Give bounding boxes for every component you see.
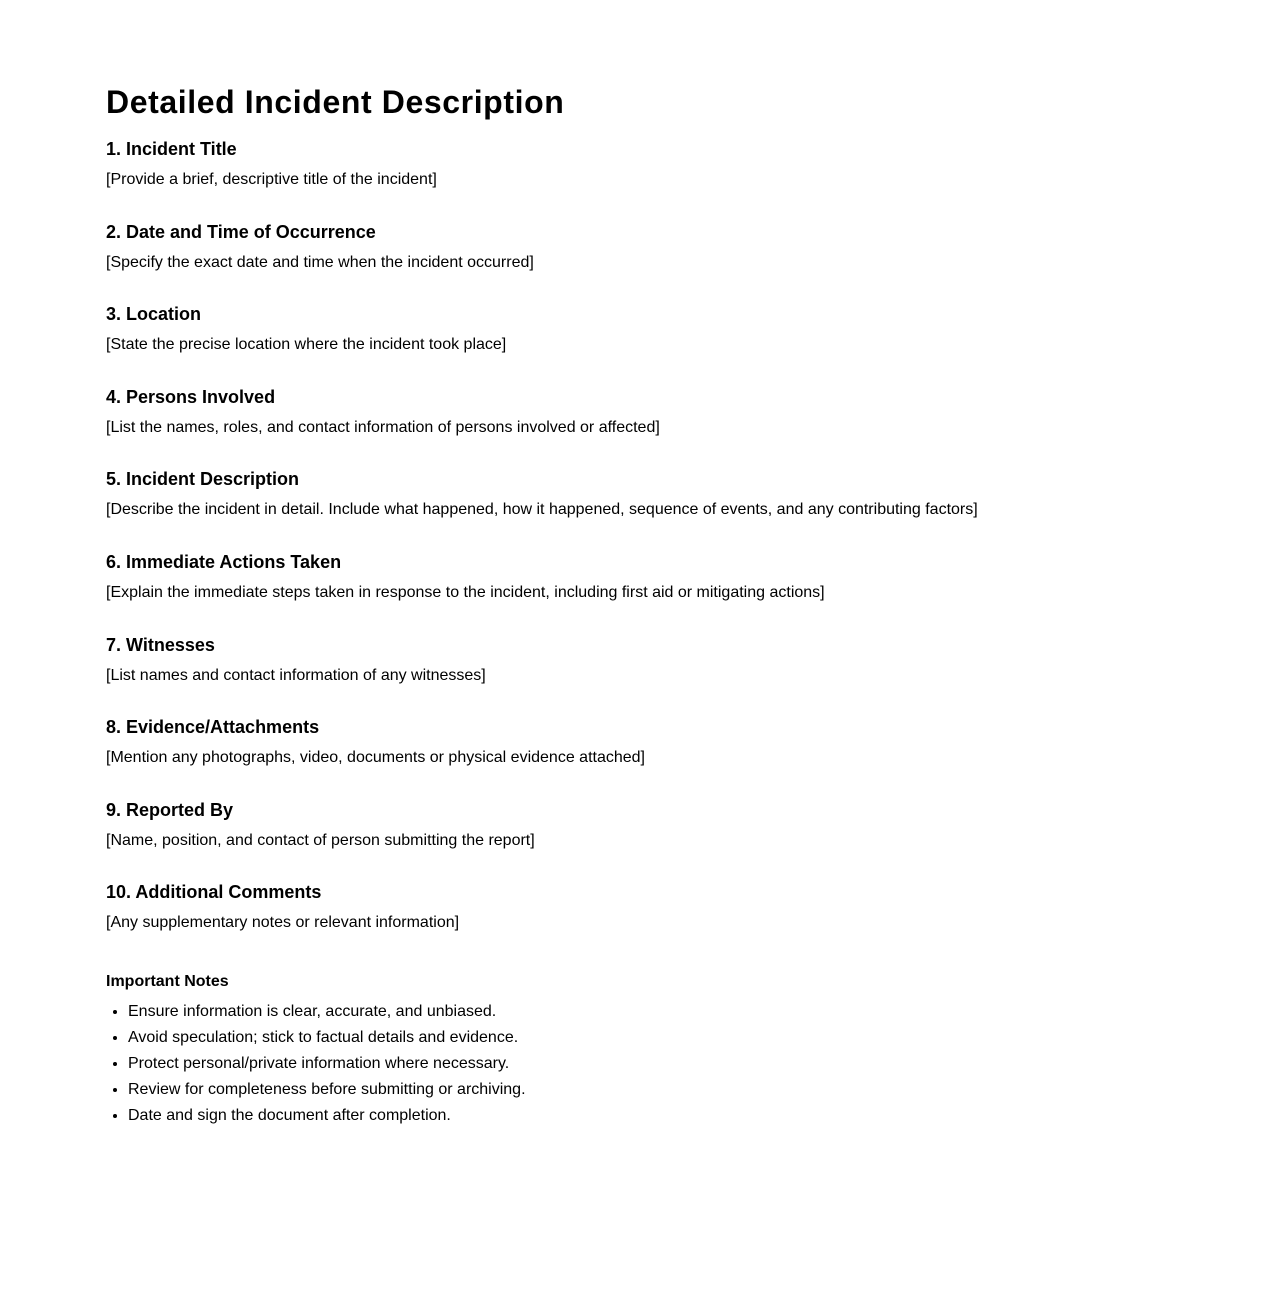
list-item: • Avoid speculation; stick to factual details and evidence. — [128, 1028, 1206, 1048]
section-body: [State the precise location where the incident took place] — [106, 336, 507, 353]
important-notes — [106, 972, 1206, 1126]
notes-heading: Important Notes — [106, 973, 229, 990]
section-body: [Provide a brief, descriptive title of the incident] — [106, 171, 437, 188]
section-immediate-actions — [106, 551, 1206, 603]
notes-list — [106, 1002, 1206, 1126]
section-body: [Any supplementary notes or relevant information] — [106, 914, 460, 931]
section-reported-by — [106, 799, 1206, 851]
section-heading: 1. Incident Title — [106, 139, 237, 159]
list-item: • Review for completeness before submitting or archiving. — [128, 1080, 1206, 1100]
section-body: [List names and contact information of any witnesses] — [106, 667, 486, 684]
section-heading: 2. Date and Time of Occurrence — [106, 222, 376, 242]
section-incident-title — [106, 138, 1206, 190]
section-heading: 9. Reported By — [106, 800, 234, 820]
section-heading: 6. Immediate Actions Taken — [106, 552, 342, 572]
section-heading: 4. Persons Involved — [106, 387, 276, 407]
list-item: • Ensure information is clear, accurate, and unbiased. — [128, 1002, 1206, 1022]
section-additional-comments — [106, 881, 1206, 933]
section-body: [Specify the exact date and time when the incident occurred] — [106, 254, 534, 271]
section-body: [Explain the immediate steps taken in response to the incident, including first aid or mitigating actions] — [106, 584, 825, 601]
section-location — [106, 303, 1206, 355]
section-heading: 5. Incident Description — [106, 469, 300, 489]
section-persons-involved — [106, 386, 1206, 438]
document-title: Detailed Incident Description — [106, 84, 565, 120]
section-heading: 7. Witnesses — [106, 635, 215, 655]
section-incident-description — [106, 468, 1206, 520]
section-body: [Name, position, and contact of person submitting the report] — [106, 832, 535, 849]
section-date-time — [106, 221, 1206, 273]
section-heading: 10. Additional Comments — [106, 882, 322, 902]
section-heading: 8. Evidence/Attachments — [106, 717, 320, 737]
section-body: [Mention any photographs, video, documents or physical evidence attached] — [106, 749, 645, 766]
section-evidence — [106, 716, 1206, 768]
section-witnesses — [106, 634, 1206, 686]
list-item: • Date and sign the document after completion. — [128, 1106, 1206, 1126]
document — [106, 80, 1206, 1132]
section-heading: 3. Location — [106, 304, 202, 324]
list-item: • Protect personal/private information where necessary. — [128, 1054, 1206, 1074]
section-body: [Describe the incident in detail. Include what happened, how it happened, sequence of events, and any contributing factors] — [106, 501, 978, 518]
section-body: [List the names, roles, and contact information of persons involved or affected] — [106, 419, 660, 436]
